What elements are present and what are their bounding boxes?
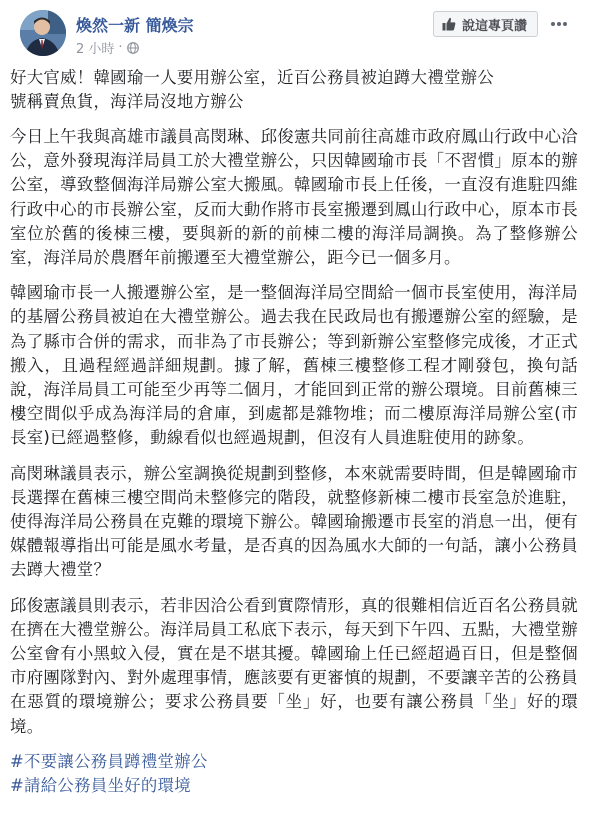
- meta-separator: ·: [118, 40, 123, 55]
- post-headline: [10, 66, 578, 114]
- hashtag-list: [10, 750, 578, 798]
- globe-icon[interactable]: [127, 42, 139, 54]
- avatar-image: [20, 10, 66, 56]
- like-page-button[interactable]: [433, 11, 538, 37]
- like-page-label: 說這專頁讚: [461, 18, 527, 34]
- author-avatar[interactable]: [20, 10, 66, 56]
- author-name[interactable]: 煥然一新 簡煥宗: [76, 16, 194, 35]
- post-header: [10, 0, 582, 62]
- hashtag-link[interactable]: #不要讓公務員蹲禮堂辦公: [10, 751, 208, 771]
- headline-line: 好大官威！韓國瑜一人要用辦公室，近百公務員被迫蹲大禮堂辦公: [10, 68, 495, 87]
- post-paragraph: 今日上午我與高雄市議員高閔琳、邱俊憲共同前往高雄市政府鳳山行政中心洽公，意外發現海洋局員工於大禮堂辦公，只因韓國瑜市長「不習慣」原本的辦公室，導致整個海洋局辦公室大搬風。韓國瑜市長上任後，一直沒有進駐四維行政中心的市長辦公室，反而大動作將市長室搬遷到鳳山行政中心，原本市長室位於舊的後棟三樓，要與新的新的前棟二樓的海洋局調換。為了整修辦公室，海洋局於農曆年前搬遷至大禮堂辦公，距今已一個多月。: [10, 127, 578, 268]
- post-paragraph: 韓國瑜市長一人搬遷辦公室，是一整個海洋局空間給一個市長室使用，海洋局的基層公務員被迫在大禮堂辦公。過去我在民政局也有搬遷辦公室的經驗，是為了縣市合併的需求，而非為了市長辦公；等到新辦公室整修完成後，才正式搬入，且過程經過詳細規劃。據了解，舊棟三樓整修工程才剛發包，換句話說，海洋局員工可能至少再等二個月，才能回到正常的辦公環境。目前舊棟三樓空間似乎成為海洋局的倉庫，到處都是雜物堆；而二樓原海洋局辦公室(市長室)已經過整修，動線看似也經過規劃，但沒有人員進駐使用的跡象。: [10, 283, 578, 448]
- headline-line: 號稱賣魚貨，海洋局沒地方辦公: [10, 92, 244, 111]
- thumbs-up-icon: [442, 17, 456, 31]
- post-meta: [76, 38, 139, 57]
- post-paragraph: 邱俊憲議員則表示，若非因洽公看到實際情形，真的很難相信近百名公務員就在擠在大禮堂辦公。海洋局員工私底下表示，每天到下午四、五點，大禮堂辦公室會有小黑蚊入侵，實在是不堪其擾。韓國瑜上任已經超過百日，但是整個市府團隊對內、對外處理事情，應該要有更審慎的規劃，不要讓辛苦的公務員在惡質的環境辦公；要求公務員要「坐」好，也要有讓公務員「坐」好的環境。: [10, 595, 578, 736]
- hashtag-link[interactable]: #請給公務員坐好的環境: [10, 775, 191, 795]
- more-options-button[interactable]: [548, 14, 570, 34]
- post-content: [10, 66, 578, 798]
- post-timestamp[interactable]: 2 小時: [76, 42, 115, 57]
- ellipsis-icon: [550, 21, 568, 27]
- post-paragraph: 高閔琳議員表示，辦公室調換從規劃到整修，本來就需要時間，但是韓國瑜市長選擇在舊棟三樓空間尚未整修完的階段，就整修新棟二樓市長室急於進駐，使得海洋局公務員在克難的環境下辦公。韓國瑜搬遷市長室的消息一出，便有媒體報導指出可能是風水考量，是否真的因為風水大師的一句話，讓小公務員去蹲大禮堂？: [10, 463, 578, 580]
